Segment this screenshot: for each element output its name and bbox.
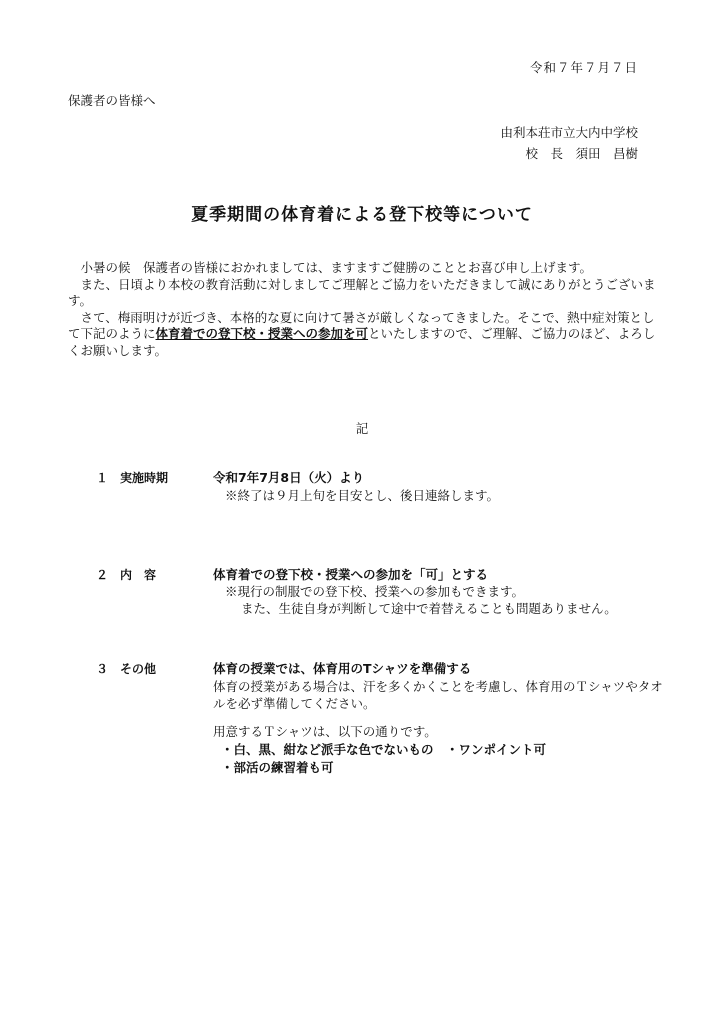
principal-name: 校 長 須田 昌樹 bbox=[525, 146, 638, 161]
section-3-bullet-2: ・部活の練習着も可 bbox=[221, 760, 334, 775]
notice-text-before: さて、梅雨明けが近づき、本格的な夏に向けて暑さが厳しくなってきました。そこで、熱中症対策として下記のように bbox=[68, 309, 655, 341]
recipient: 保護者の皆様へ bbox=[68, 93, 156, 108]
ki-marker: 記 bbox=[355, 421, 369, 436]
section-2-note-2: また、生徒自身が判断して途中で着替えることも問題ありません。 bbox=[241, 601, 617, 616]
section-1-note: ※終了は９月上旬を目安とし、後日連絡します。 bbox=[225, 488, 500, 503]
section-2-note-1: ※現行の制服での登下校、授業への参加もできます。 bbox=[225, 584, 525, 599]
section-2-label: ２ 内 容 bbox=[96, 568, 157, 582]
document-title: 夏季期間の体育着による登下校等について bbox=[191, 205, 533, 225]
section-3-paragraph-2: 用意するＴシャツは、以下の通りです。 bbox=[213, 724, 437, 739]
greeting-paragraph: 小暑の候 保護者の皆様におかれましては、ますますご健勝のこととお喜び申し上げます。 bbox=[80, 260, 593, 275]
section-3-label: ３ その他 bbox=[96, 662, 157, 676]
school-name: 由利本荘市立大内中学校 bbox=[500, 125, 638, 140]
thanks-paragraph: また、日頃より本校の教育活動に対しましてご理解とご協力をいただきまして誠にありがとうございます。 bbox=[68, 276, 656, 308]
section-3-paragraph: 体育の授業がある場合は、汗を多くかくことを考慮し、体育用のＴシャツやタオルを必ず準備してください。 bbox=[213, 679, 663, 711]
notice-underlined-text: 体育着での登下校・授業への参加を可 bbox=[155, 326, 369, 341]
section-3-bullet-1: ・白、黒、紺など派手な色でないもの ・ワンポイント可 bbox=[221, 742, 547, 757]
document-date: 令和７年７月７日 bbox=[529, 60, 638, 75]
section-2-heading: 体育着での登下校・授業への参加を「可」とする bbox=[213, 567, 489, 582]
notice-paragraph bbox=[68, 310, 658, 360]
notice-text-after: といたしますので、ご理解、ご協力のほど、よろしくお願いします。 bbox=[68, 326, 656, 358]
section-1-label: １ 実施時期 bbox=[96, 471, 169, 485]
section-3-heading: 体育の授業では、体育用のTシャツを準備する bbox=[213, 661, 472, 676]
section-1-heading: 令和7年7月8日（火）より bbox=[213, 470, 365, 485]
body-text bbox=[68, 260, 658, 359]
